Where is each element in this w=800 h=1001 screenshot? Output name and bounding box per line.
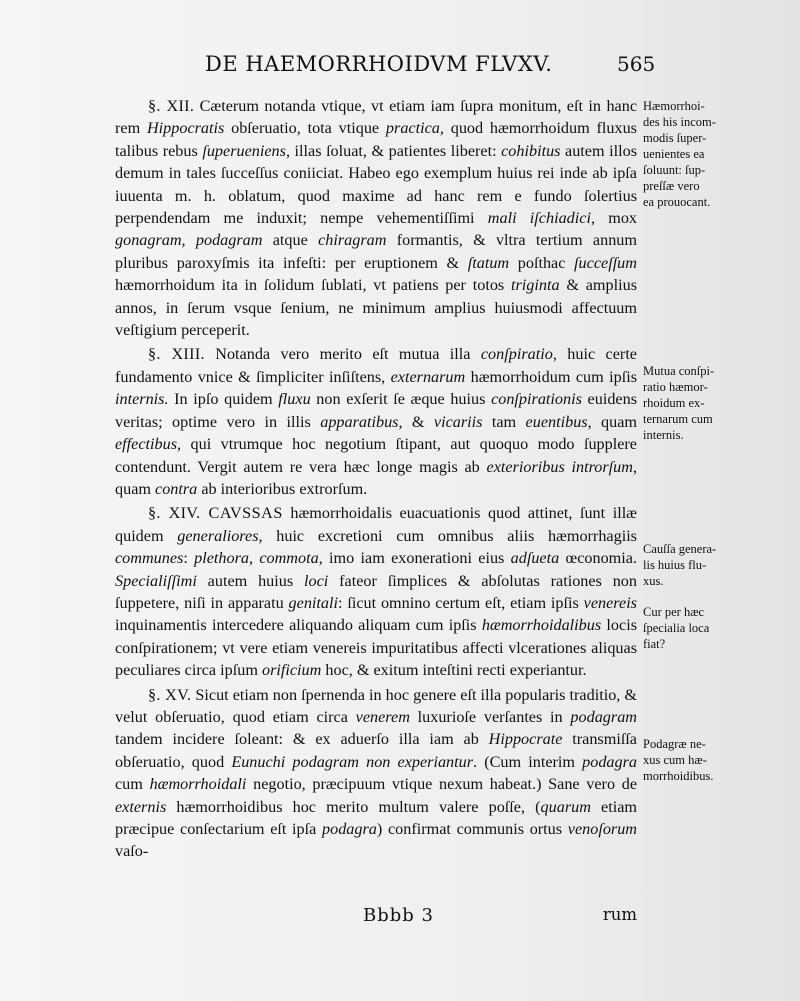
text-run: , illas ſoluat, & patientes liberet:: [285, 141, 502, 160]
catchword: rum: [602, 905, 637, 924]
text-run: euidens veritas; optime vero in illis: [115, 390, 637, 431]
italic-run: ſuperueniens: [202, 141, 286, 160]
italic-run: euentibus: [525, 412, 588, 431]
italic-run: internis.: [115, 390, 169, 409]
text-run: etiam præcipue conſectarium eſt ipſa: [115, 797, 637, 838]
margin-note-line: des his incom-: [643, 115, 716, 129]
text-run: hæmorrhoidum ita in ſolidum ſublati, vt patiens per totos: [115, 276, 511, 295]
small-caps-run: CAVSSAS: [200, 504, 283, 523]
text-run: luxurioſe verſantes in: [409, 707, 571, 726]
margin-note-line: xus.: [643, 574, 664, 588]
text-run: obſeruatio, tota vtique: [224, 119, 386, 138]
section-number: §. XII.: [148, 97, 195, 115]
section-number: §. XIII.: [148, 345, 205, 364]
text-run: non exſerit ſe æque huius: [310, 390, 492, 409]
italic-run: plethora: [194, 549, 249, 568]
text-run: formantis, & vltra tertium annum pluribus paroxyſmis ita infeſti: per eruptionem &: [115, 231, 637, 272]
margin-note-2: [643, 363, 758, 443]
italic-run: effectibus: [115, 435, 178, 454]
italic-run: podagram: [570, 707, 637, 726]
italic-run: triginta: [511, 276, 560, 295]
italic-run: quarum: [540, 797, 591, 816]
text-run: hoc, & exitum inteſtini recti experiantur.: [321, 661, 587, 680]
italic-run: venerem: [355, 707, 410, 726]
paragraph-section-13: [115, 343, 637, 500]
italic-run: externarum: [390, 367, 466, 386]
text-run: In ipſo quidem: [168, 390, 279, 409]
margin-note-1: [643, 98, 758, 210]
margin-note-line: ſoluunt: ſup-: [643, 163, 706, 177]
text-run: Cæterum notanda vtique, vt etiam iam ſupra monitum, eſt in hanc rem: [115, 97, 638, 138]
margin-note-line: fiat?: [643, 637, 666, 651]
text-run: locis conſpirationem; vt vere etiam venereis impuritatibus affecti vlcerationes aliquas peculiares circa ipſum: [115, 616, 637, 680]
italic-run: Eunuchi podagram non experiantur: [231, 752, 474, 771]
paragraph-section-15: [115, 684, 637, 863]
text-run: œconomia.: [559, 549, 637, 568]
margin-note-line: morrhoidibus.: [643, 769, 714, 783]
italic-run: fluxu: [278, 390, 311, 409]
text-run: Notanda vero merito eſt mutua illa: [204, 345, 481, 364]
italic-run: gonagram, podagram: [115, 231, 263, 250]
italic-run: hæmorrhoidalibus: [481, 616, 602, 635]
text-run: ab interioribus extrorſum.: [197, 479, 368, 498]
paragraph-section-12: [115, 95, 637, 341]
margin-note-line: ſpecialia loca: [643, 621, 710, 635]
italic-run: chiragram: [318, 231, 387, 250]
text-run: , huic excretioni cum omnibus aliis hæmorrhagiis: [258, 526, 637, 545]
text-run: vaſo-: [115, 842, 149, 861]
margin-note-line: Podagræ ne-: [643, 737, 706, 751]
text-run: , quam: [115, 457, 637, 498]
text-run: . (Cum interim: [473, 752, 583, 771]
italic-run: hæmorrhoidali: [149, 775, 247, 794]
margin-note-line: internis.: [643, 428, 684, 442]
text-run: ) confirmat communis ortus: [376, 820, 568, 838]
italic-run: Specialiſſimi: [115, 571, 197, 590]
section-number: §. XIV.: [148, 504, 201, 523]
text-run: poſthac: [509, 253, 575, 272]
italic-run: practica,: [385, 119, 444, 138]
margin-note-5: [643, 736, 758, 784]
italic-run: vicariis: [433, 412, 483, 431]
text-run: quod hæmorrhoidum fluxus talibus rebus: [115, 119, 637, 160]
text-run: cum: [115, 775, 150, 794]
text-run: fateor ſimplices & abſolutas rationes non ſuppetere, niſi in apparatu: [115, 571, 637, 612]
italic-run: cohibitus: [501, 141, 561, 160]
running-title: DE HAEMORRHOIDVM FLVXV.: [205, 52, 553, 76]
text-run: negotio, præcipuum vtique nexum habeat.) Sane vero de: [246, 775, 638, 794]
italic-run: communes: [115, 549, 184, 568]
paragraph-text: [115, 686, 637, 861]
margin-note-line: Cur per hæc: [643, 605, 705, 619]
text-run: hæmorrhoidalis euacuationis quod attinet, ſunt illæ quidem: [115, 504, 637, 545]
section-number: §. XV.: [148, 685, 192, 704]
page-number: 565: [617, 52, 656, 76]
italic-run: podagra: [582, 752, 637, 771]
text-run: , huic certe fundamento vnice & ſimpliciter inſiſtens,: [115, 345, 637, 386]
italic-run: exterioribus introrſum: [486, 457, 633, 476]
italic-run: commota: [259, 549, 319, 568]
italic-run: genitali: [288, 593, 339, 612]
margin-note-4: [643, 604, 758, 652]
italic-run: ſucceſſum: [574, 253, 637, 272]
margin-note-line: Hæmorrhoi-: [643, 99, 705, 113]
text-run: Sicut etiam non ſpernenda in hoc genere eſt illa popularis traditio, & velut obſeruatio, quod etiam circa: [115, 685, 637, 726]
text-run: ,: [249, 549, 260, 568]
italic-run: conſpirationis: [491, 390, 582, 409]
text-run: , mox: [590, 209, 638, 228]
margin-note-3: [643, 541, 758, 589]
text-run: tandem incidere ſoleant: & ex aduerſo illa iam ab: [115, 730, 489, 749]
text-run: transmiſſa obſeruatio, quod: [115, 730, 637, 771]
margin-note-line: xus cum hæ-: [643, 753, 707, 767]
italic-run: apparatibus: [320, 412, 399, 431]
text-run: & amplius annos, in ſerum vsque ſenium, ne minimum amplius huiusmodi affectuum veſtigium perceperit.: [115, 276, 637, 340]
text-run: hæmorrhoidibus hoc merito multum valere poſſe, (: [166, 797, 541, 816]
text-run: autem huius: [196, 571, 304, 590]
italic-run: orificium: [261, 661, 322, 680]
italic-run: loci: [304, 571, 329, 590]
italic-run: conſpiratio: [480, 345, 553, 364]
paragraph-section-14: [115, 502, 637, 681]
text-run: , &: [398, 412, 434, 431]
margin-note-line: ea prouocant.: [643, 195, 711, 209]
text-run: , quam: [587, 412, 637, 431]
italic-run: Hippocratis: [146, 119, 225, 138]
italic-run: externis: [115, 797, 167, 816]
italic-run: venoſorum: [567, 820, 637, 838]
main-text: [115, 95, 637, 863]
margin-note-line: preſſæ vero: [643, 179, 700, 193]
margin-note-line: modis ſuper-: [643, 131, 707, 145]
margin-note-line: ternarum cum: [643, 412, 713, 426]
italic-run: mali iſchiadici: [487, 209, 591, 228]
text-run: autem illos demum in tales ſucceſſus coniiciat. Habeo ego exemplum huius rei inde ab ipſa iuuenta m. h. oblatum, quod maxime ad hanc rem e fundo ſolertius perpendendam me induxit; nempe vehementiſſimi: [115, 141, 638, 228]
text-run: : ſicut omnino certum eſt, etiam ipſis: [338, 593, 584, 612]
margin-note-line: Mutua conſpi-: [643, 364, 715, 378]
text-run: atque: [262, 231, 319, 250]
italic-run: podagra: [322, 820, 377, 838]
paragraph-text: [115, 504, 637, 679]
italic-run: contra: [155, 479, 198, 498]
signature-mark: Bbbb 3: [363, 905, 434, 926]
text-run: , imo iam exonerationi eius: [318, 549, 511, 568]
italic-run: generaliores: [177, 526, 259, 545]
margin-note-line: Cauſſa genera-: [643, 542, 717, 556]
italic-run: adſueta: [510, 549, 560, 568]
italic-run: ſtatum: [467, 253, 510, 272]
page-header: [205, 52, 656, 76]
text-run: tam: [482, 412, 526, 431]
paragraph-text: [115, 345, 637, 497]
page-footer: [115, 905, 637, 931]
margin-note-line: rhoidum ex-: [643, 396, 705, 410]
text-run: , qui vtrumque hoc negotium ſtipant, aut quoquo modo ſupplere contendunt. Vergit autem re vera hæc longe magis ab: [115, 435, 637, 476]
paragraph-text: [115, 97, 637, 339]
italic-run: venereis: [583, 593, 637, 612]
margin-note-line: uenientes ea: [643, 147, 705, 161]
margin-note-line: ratio hæmor-: [643, 380, 708, 394]
text-run: inquinamentis intercedere aliquando aliquam cum ipſis: [115, 616, 482, 635]
italic-run: Hippocrate: [488, 730, 563, 749]
text-run: :: [183, 549, 195, 568]
margin-note-line: lis huius flu-: [643, 558, 707, 572]
text-run: hæmorrhoidum cum ipſis: [465, 367, 637, 386]
